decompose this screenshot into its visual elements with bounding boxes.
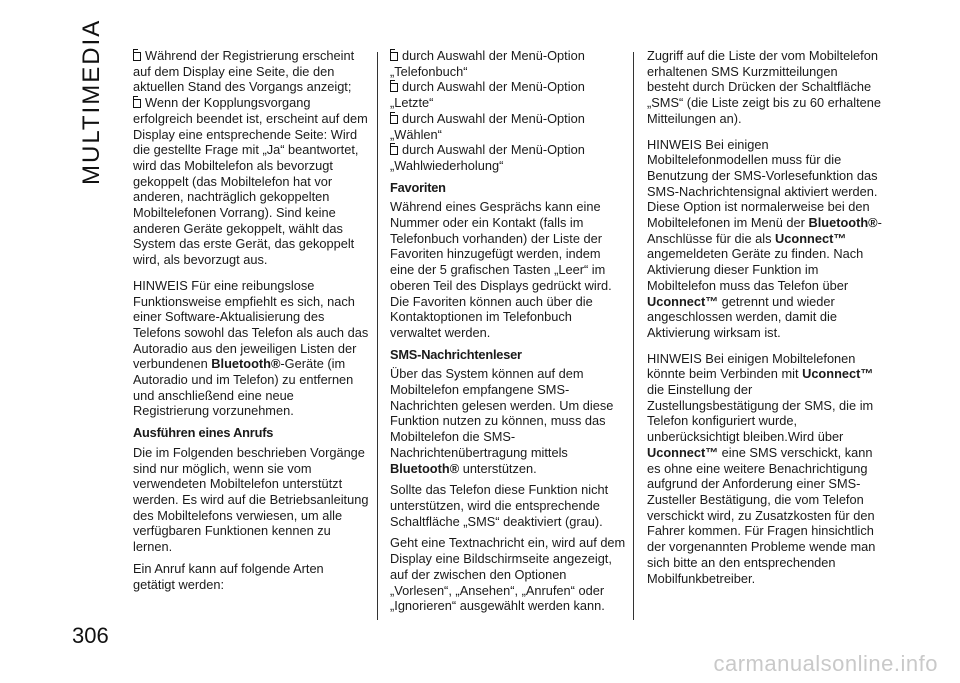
bullet-item: Wenn der Kopplungsvorgang erfolgreich beendet ist, erscheint auf dem Display eine entsprechende Seite: Wird die gestellte Frage mit „Ja“ beantwortet, wird das Mobiltelefon als bevorzugt gekoppelt (das Mobiltelefon hat vor anderen, nachträglich gekoppelten Mobiltelefonen Vorrang). Sind keine anderen Geräte gekoppelt, wählt das System das erste Gerät, das gekoppelt wird, als bevorzugt aus. bbox=[133, 95, 368, 268]
column-1 bbox=[133, 48, 369, 598]
page-number: 306 bbox=[72, 623, 109, 648]
column-divider bbox=[633, 52, 634, 620]
heading-making-call: Ausführen eines Anrufs bbox=[133, 425, 274, 441]
note-paragraph: HINWEIS Bei einigen Mobiltelefonen könnte beim Verbinden mit Uconnect™ die Einstellung der Zustellungsbestätigung der SMS, die im Telefon konfiguriert wurde, unberücksichtigt bleiben.Wird über Uconnect™ eine SMS verschickt, kann es ohne eine weitere Benachrichtigung aufgrund der Anforderung einer SMS-Zusteller Bestätigung, die vom Telefon verschickt wird, zu Zusatzkosten für den Fahrer kommen. Für Fragen hinsichtlich der vorgenannten Probleme wende man sich bitte an den entsprechenden Mobilfunkbetreiber. bbox=[647, 350, 876, 586]
column-2 bbox=[390, 48, 626, 620]
heading-favorites: Favoriten bbox=[390, 179, 446, 195]
column-3 bbox=[647, 48, 883, 592]
bullet-icon bbox=[390, 115, 398, 124]
note-paragraph: HINWEIS Bei einigen Mobiltelefonmodellen muss für die Benutzung der SMS-Vorlesefunktion das SMS-Nachrichtensignal aktiviert werden. Diese Option ist normalerweise bei den Mobiltelefonen im Menü der Bluetooth®-Anschlüsse für die als Uconnect™ angemeldeten Geräte zu finden. Nach Aktivierung dieser Funktion im Mobiltelefon muss das Telefon über Uconnect™ getrennt und wieder angeschlossen werden, damit die Aktivierung wirksam ist. bbox=[647, 136, 882, 340]
bullet-item: durch Auswahl der Menü-Option „Letzte“ bbox=[390, 79, 585, 111]
bullet-item: durch Auswahl der Menü-Option „Wählen“ bbox=[390, 110, 585, 142]
bullet-item: Während der Registrierung erscheint auf dem Display eine Seite, die den aktuellen Stand des Vorgangs anzeigt; bbox=[133, 48, 355, 95]
bullet-icon bbox=[390, 52, 398, 61]
paragraph: Zugriff auf die Liste der vom Mobiltelefon erhaltenen SMS Kurzmitteilungen besteht durch Drücken der Schaltfläche „SMS“ (die Liste zeigt bis zu 60 erhaltene Mitteilungen an). bbox=[647, 48, 882, 126]
bullet-item: durch Auswahl der Menü-Option „Telefonbuch“ bbox=[390, 48, 585, 79]
heading-sms-reader: SMS-Nachrichtenleser bbox=[390, 346, 522, 362]
column-divider bbox=[377, 52, 378, 620]
note-paragraph: HINWEIS Für eine reibungslose Funktionsweise empfiehlt es sich, nach einer Software-Aktualisierung des Telefons sowohl das Telefon als auch das Autoradio aus den jeweiligen Listen der verbundenen Bluetooth®-Geräte (im Autoradio und im Telefon) zu entfernen und anschließend eine neue Registrierung vorzunehmen. bbox=[133, 277, 369, 419]
bullet-icon bbox=[390, 146, 398, 155]
watermark: carmanualsonline.info bbox=[713, 651, 938, 676]
paragraph: Sollte das Telefon diese Funktion nicht unterstützen, wird die entsprechende Schaltfläche „SMS“ deaktiviert (grau). bbox=[390, 482, 609, 529]
paragraph: Geht eine Textnachricht ein, wird auf dem Display eine Bildschirmseite angezeigt, auf der zwischen den Optionen „Vorlesen“, „Ansehen“, „Anrufen“ oder „Ignorieren“ ausgewählt werden kann. bbox=[390, 535, 626, 614]
bullet-icon bbox=[390, 83, 398, 92]
section-title: MULTIMEDIA bbox=[78, 18, 105, 185]
bullet-icon bbox=[133, 52, 141, 61]
paragraph: Während eines Gesprächs kann eine Nummer oder ein Kontakt (falls im Telefonbuch vorhanden) der Liste der Favoriten hinzugefügt werden, indem eine der 5 grafischen Tasten „Leer“ im oberen Teil des Displays gedrückt wird. Die Favoriten können auch über die Kontaktoptionen im Telefonbuch verwaltet werden. bbox=[390, 199, 612, 340]
bullet-item: durch Auswahl der Menü-Option „Wahlwiederholung“ bbox=[390, 142, 585, 173]
paragraph: Die im Folgenden beschrieben Vorgänge sind nur möglich, wenn sie vom verwendeten Mobiltelefon unterstützt werden. Es wird auf die Betriebsanleitung des Mobiltelefons verwiesen, um alle verfügbaren Funktionen kennen zu lernen. bbox=[133, 444, 369, 555]
paragraph: Ein Anruf kann auf folgende Arten getätigt werden: bbox=[133, 560, 324, 592]
bullet-icon bbox=[133, 99, 141, 108]
paragraph: Über das System können auf dem Mobiltelefon empfangene SMS-Nachrichten gelesen werden. Um diese Funktion nutzen zu können, muss das Mobiltelefon die SMS-Nachrichtenübertragung mittels Bluetooth® unterstützen. bbox=[390, 366, 614, 476]
